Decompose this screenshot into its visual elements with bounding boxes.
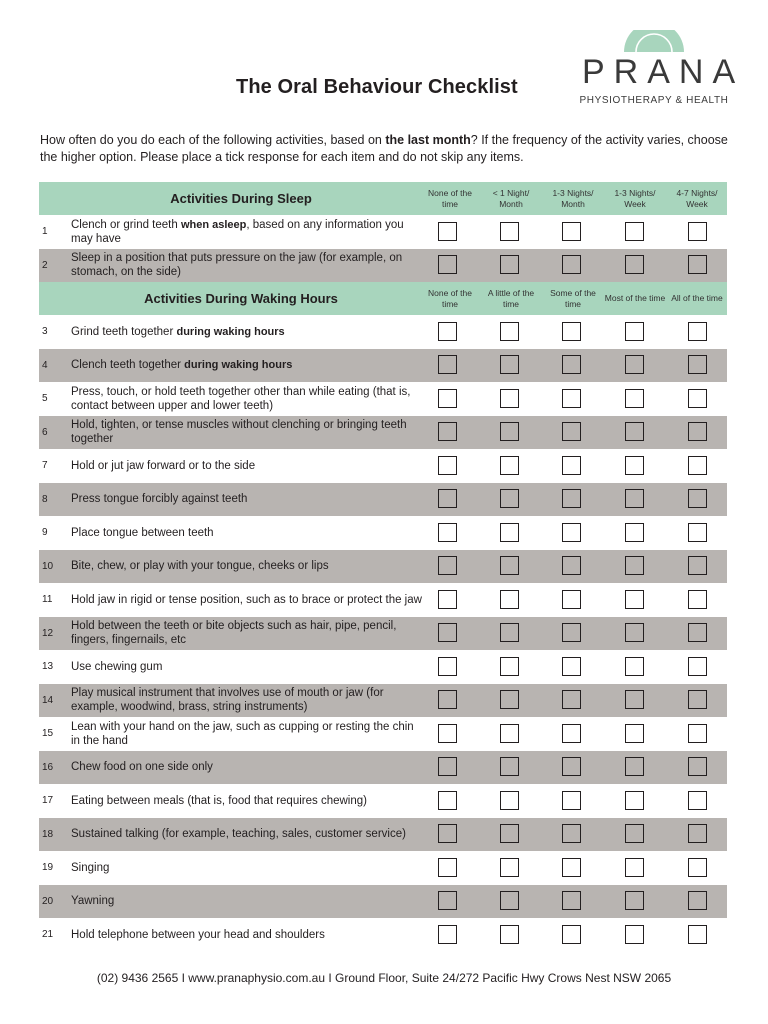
item-text-main: Hold, tighten, or tense muscles without clenching or bringing teeth together [71,419,407,446]
tick-box[interactable] [438,623,457,642]
tick-box[interactable] [625,891,644,910]
item-text-main: Yawning [71,895,115,908]
instructions [40,132,730,165]
section-header [39,282,727,315]
item-text-content [71,894,114,908]
checklist-row [39,784,727,818]
tick-box[interactable] [438,489,457,508]
tick-box[interactable] [562,489,581,508]
checklist-row [39,885,727,919]
tick-box[interactable] [438,355,457,374]
tick-box[interactable] [500,925,519,944]
checklist-row [39,650,727,684]
tick-box[interactable] [625,657,644,676]
tick-box[interactable] [688,222,707,241]
item-text [71,449,423,483]
tick-box[interactable] [625,724,644,743]
item-text-content [71,526,214,540]
tick-box[interactable] [688,657,707,676]
checklist-row [39,751,727,785]
item-number: 21 [42,929,54,941]
tick-box[interactable] [500,456,519,475]
item-text [71,617,423,651]
page-title: The Oral Behaviour Checklist [236,76,518,98]
item-text [71,315,423,349]
tick-box[interactable] [688,355,707,374]
section-title: Activities During Sleep [170,191,312,206]
checklist-row [39,315,727,349]
item-text [71,349,423,383]
item-number: 16 [42,761,54,773]
item-number: 11 [42,594,53,606]
tick-box[interactable] [688,690,707,709]
tick-box[interactable] [500,657,519,676]
tick-box[interactable] [500,389,519,408]
tick-box[interactable] [688,556,707,575]
item-text-main: Lean with your hand on the jaw, such as cupping or resting the chin in the hand [71,720,414,747]
logo-subtitle: PHYSIOTHERAPY & HEALTH [579,95,729,106]
tick-box[interactable] [500,556,519,575]
item-number: 6 [42,426,48,438]
frequency-column-header: < 1 Night/ Month [492,187,530,209]
item-text-content [71,559,329,573]
tick-box[interactable] [438,456,457,475]
checklist-row [39,449,727,483]
tick-box[interactable] [500,623,519,642]
tick-box[interactable] [562,724,581,743]
item-text-main: Chew food on one side only [71,761,213,774]
item-text-content [71,218,423,246]
tick-box[interactable] [438,255,457,274]
checklist-row [39,416,727,450]
frequency-column-header: Some of the time [550,287,596,309]
tick-box[interactable] [500,222,519,241]
checklist-row [39,215,727,249]
item-text-main: Singing [71,861,110,874]
tick-box[interactable] [562,690,581,709]
tick-box[interactable] [688,489,707,508]
tick-box[interactable] [500,858,519,877]
tick-box[interactable] [688,824,707,843]
tick-box[interactable] [438,757,457,776]
tick-box[interactable] [562,422,581,441]
item-text-emphasis: during waking hours [176,325,285,338]
frequency-column-header: 4-7 Nights/ Week [676,187,718,209]
footer-contact: (02) 9436 2565 I www.pranaphysio.com.au I Ground Floor, Suite 24/272 Pacific Hwy Crows Nest NSW 2065 [96,971,672,985]
tick-box[interactable] [688,389,707,408]
item-text-content [71,794,367,808]
tick-box[interactable] [500,757,519,776]
checklist-row [39,516,727,550]
item-text-content [71,251,423,279]
item-text [71,382,423,416]
item-number: 20 [42,895,54,907]
checklist-row [39,249,727,283]
tick-box[interactable] [562,757,581,776]
tick-box[interactable] [500,791,519,810]
tick-box[interactable] [625,590,644,609]
tick-box[interactable] [625,222,644,241]
section-header [39,182,727,215]
tick-box[interactable] [625,322,644,341]
checklist-row [39,918,727,952]
item-text-main: Sustained talking (for example, teaching, sales, customer service) [71,828,406,841]
tick-box[interactable] [688,757,707,776]
checklist-row [39,851,727,885]
item-text [71,583,423,617]
item-text-main: Eating between meals (that is, food that requires chewing) [71,794,367,807]
item-text-main: Place tongue between teeth [71,526,214,539]
tick-box[interactable] [438,322,457,341]
item-text-content [71,325,285,339]
frequency-column-header: A little of the time [487,287,535,309]
tick-box[interactable] [438,791,457,810]
tick-box[interactable] [562,456,581,475]
checklist-row [39,349,727,383]
tick-box[interactable] [688,925,707,944]
intro-text-1: How often do you do each of the following activities, based on [40,133,386,147]
item-text-suffix: , based on any information you may have [71,218,404,245]
item-text-content [71,593,422,607]
tick-box[interactable] [625,824,644,843]
tick-box[interactable] [625,858,644,877]
checklist-row [39,583,727,617]
tick-box[interactable] [562,355,581,374]
tick-box[interactable] [500,891,519,910]
tick-box[interactable] [688,590,707,609]
checklist-table [39,182,727,952]
tick-box[interactable] [562,222,581,241]
frequency-column-header: 1-3 Nights/ Month [552,187,594,209]
item-text-main: Use chewing gum [71,660,163,673]
item-text-main: Clench teeth together [71,359,185,372]
tick-box[interactable] [688,724,707,743]
item-text [71,851,423,885]
tick-box[interactable] [625,690,644,709]
tick-box[interactable] [438,222,457,241]
frequency-column-header: All of the time [671,293,723,303]
item-text-emphasis: when asleep [180,218,247,231]
tick-box[interactable] [562,255,581,274]
tick-box[interactable] [562,389,581,408]
tick-box[interactable] [500,355,519,374]
item-text [71,650,423,684]
logo-name: PRANA [582,53,745,91]
tick-box[interactable] [438,389,457,408]
tick-box[interactable] [625,255,644,274]
item-text-main: Play musical instrument that involves use of mouth or jaw (for example, woodwind, brass, string instruments) [71,687,384,714]
tick-box[interactable] [688,858,707,877]
tick-box[interactable] [500,824,519,843]
tick-box[interactable] [688,791,707,810]
item-number: 5 [42,393,48,405]
item-text [71,516,423,550]
tick-box[interactable] [625,456,644,475]
tick-box[interactable] [438,891,457,910]
tick-box[interactable] [500,690,519,709]
tick-box[interactable] [688,523,707,542]
tick-box[interactable] [625,389,644,408]
item-number: 3 [42,326,48,338]
item-text-main: Sleep in a position that puts pressure on the jaw (for example, on stomach, on the side) [71,252,403,279]
item-text [71,550,423,584]
item-text-main: Hold or jut jaw forward or to the side [71,459,256,472]
intro-text-2: ? If the frequency of the activity varies, choose the higher option. Please place a tick response for each item and do not skip any items. [40,133,728,164]
item-number: 17 [42,795,54,807]
tick-box[interactable] [688,422,707,441]
item-text-main: Grind teeth together [71,325,177,338]
tick-box[interactable] [562,623,581,642]
item-text-content [71,660,162,674]
item-text [71,483,423,517]
tick-box[interactable] [438,824,457,843]
frequency-column-header: None of the time [428,287,472,309]
checklist-row [39,382,727,416]
item-number: 10 [42,560,54,572]
tick-box[interactable] [438,422,457,441]
item-number: 19 [42,862,54,874]
item-text-content [71,418,423,446]
item-text [71,818,423,852]
section-title: Activities During Waking Hours [144,291,338,306]
item-text-content [71,928,325,942]
frequency-column-header: Most of the time [604,293,666,303]
tick-box[interactable] [625,791,644,810]
item-text [71,885,423,919]
checklist-row [39,717,727,751]
item-text [71,684,423,718]
tick-box[interactable] [625,925,644,944]
checklist-row [39,818,727,852]
tick-box[interactable] [500,322,519,341]
item-number: 4 [42,359,48,371]
tick-box[interactable] [438,724,457,743]
tick-box[interactable] [625,523,644,542]
tick-box[interactable] [688,255,707,274]
tick-box[interactable] [500,724,519,743]
item-text-content [71,385,423,413]
tick-box[interactable] [625,757,644,776]
tick-box[interactable] [438,590,457,609]
prana-logo [578,30,745,110]
tick-box[interactable] [625,355,644,374]
item-text [71,784,423,818]
item-text [71,416,423,450]
tick-box[interactable] [562,523,581,542]
item-text-main: Bite, chew, or play with your tongue, cheeks or lips [71,560,329,573]
item-number: 2 [42,259,48,271]
checklist-row [39,617,727,651]
tick-box[interactable] [562,858,581,877]
item-text-main: Press, touch, or hold teeth together other than while eating (that is, contact between upper and lower teeth) [71,385,411,412]
tick-box[interactable] [438,925,457,944]
tick-box[interactable] [438,690,457,709]
frequency-column-header: None of the time [428,187,472,209]
tick-box[interactable] [688,322,707,341]
item-text [71,717,423,751]
tick-box[interactable] [562,556,581,575]
tick-box[interactable] [562,657,581,676]
tick-box[interactable] [562,891,581,910]
item-text [71,751,423,785]
frequency-column-header: 1-3 Nights/ Week [614,187,656,209]
tick-box[interactable] [438,858,457,877]
item-text [71,918,423,952]
tick-box[interactable] [625,489,644,508]
item-text-main: Hold between the teeth or bite objects such as hair, pipe, pencil, fingers, fingernails, etc [71,620,397,647]
item-number: 15 [42,728,54,740]
checklist-row [39,684,727,718]
tick-box[interactable] [625,422,644,441]
item-text-main: Hold jaw in rigid or tense position, such as to brace or protect the jaw [71,593,422,606]
item-number: 13 [42,661,54,673]
tick-box[interactable] [500,523,519,542]
logo-arc-icon [622,30,686,52]
item-number: 14 [42,694,54,706]
tick-box[interactable] [688,891,707,910]
tick-box[interactable] [500,255,519,274]
tick-box[interactable] [500,422,519,441]
item-text-main: Hold telephone between your head and shoulders [71,928,325,941]
intro-bold: the last month [385,133,471,147]
item-number: 8 [42,493,48,505]
tick-box[interactable] [625,556,644,575]
item-text-emphasis: during waking hours [184,359,293,372]
item-text-content [71,358,292,372]
tick-box[interactable] [500,489,519,508]
item-text-content [71,492,247,506]
tick-box[interactable] [500,590,519,609]
item-number: 9 [42,527,48,539]
tick-box[interactable] [438,523,457,542]
item-text-content [71,827,406,841]
item-text-main: Clench or grind teeth [71,218,181,231]
tick-box[interactable] [438,657,457,676]
tick-box[interactable] [562,791,581,810]
item-text [71,215,423,249]
tick-box[interactable] [562,322,581,341]
item-text-content [71,861,109,875]
item-text-content [71,619,423,647]
checklist-row [39,483,727,517]
item-text-main: Press tongue forcibly against teeth [71,493,248,506]
item-text-content [71,459,255,473]
tick-box[interactable] [688,623,707,642]
tick-box[interactable] [562,590,581,609]
item-number: 7 [42,460,48,472]
tick-box[interactable] [562,925,581,944]
item-number: 1 [42,226,48,238]
item-text [71,249,423,283]
tick-box[interactable] [438,556,457,575]
item-number: 12 [42,627,54,639]
tick-box[interactable] [625,623,644,642]
item-text-content [71,686,423,714]
tick-box[interactable] [688,456,707,475]
item-text-content [71,760,213,774]
item-number: 18 [42,828,54,840]
tick-box[interactable] [562,824,581,843]
item-text-content [71,720,423,748]
checklist-row [39,550,727,584]
